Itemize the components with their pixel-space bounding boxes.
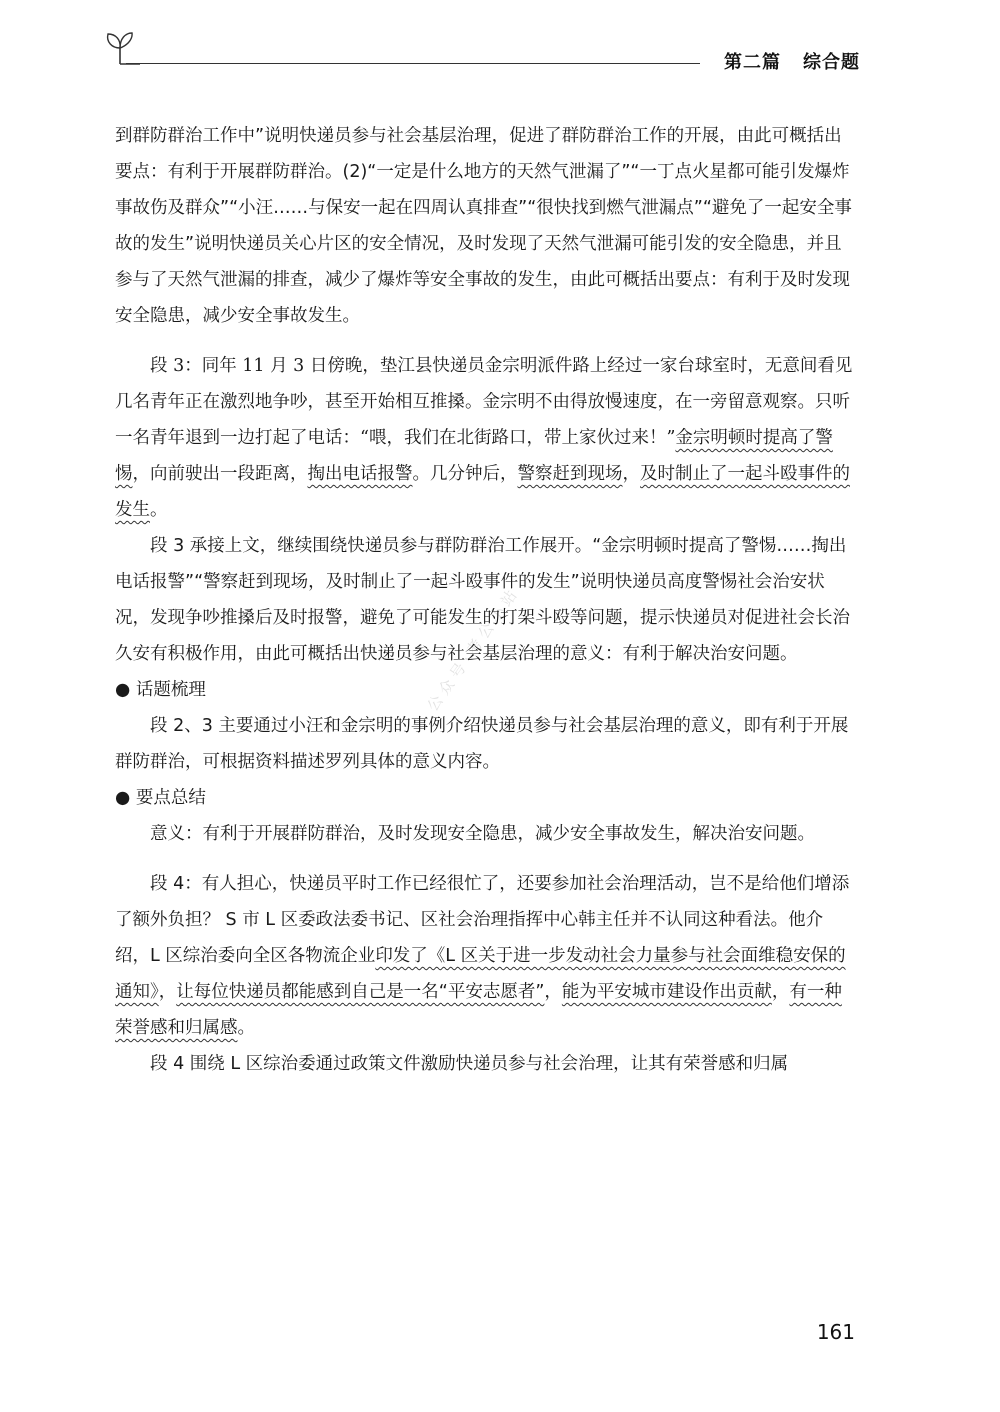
p6-text-d: ， [771, 982, 790, 1002]
p6-text-e: 。 [237, 1018, 255, 1038]
header-section: 综合题 [803, 52, 860, 73]
bullet-summary: ● 要点总结 [115, 788, 206, 808]
paragraph-6 [115, 866, 855, 1046]
p2-text-c: 。几分钟后， [412, 464, 518, 484]
page-header [100, 30, 860, 80]
paragraph-3: 段 3 承接上文，继续围绕快递员参与群防群治工作展开。“金宗明顿时提高了警惕……掏出电话报警”“警察赶到现场，及时制止了一起斗殴事件的发生”说明快递员高度警惕社会治安状况，发现争吵推搡后及时报警，避免了可能发生的打架斗殴等问题，提示快递员对促进社会长治久安有积极作用，由此可概括出快递员参与社会基层治理的意义：有利于解决治安问题。 [115, 536, 850, 664]
p6-underline-1: 印发了《L 区关于进一步发动社会力量参与社会面维稳安保的通知》 [115, 946, 846, 1002]
page-number: 161 [816, 1320, 855, 1344]
p2-underline-3: 警察赶到现场 [517, 464, 623, 484]
p2-underline-2: 掏出电话报警 [307, 464, 413, 484]
header-rule [126, 63, 700, 64]
header-part: 第二篇 [724, 52, 781, 73]
main-content [115, 118, 855, 1082]
sprout-icon [100, 30, 140, 66]
p2-underline-4: 及时制止了一起斗殴事件的发生 [115, 464, 850, 520]
p6-text-c: ， [544, 982, 562, 1002]
header-title [724, 48, 860, 74]
paragraph-4: 段 2、3 主要通过小汪和金宗明的事例介绍快递员参与社会基层治理的意义，即有利于开展群防群治，可根据资料描述罗列具体的意义内容。 [115, 716, 849, 772]
p6-underline-2: 让每位快递员都能感到自己是一名“平安志愿者” [176, 982, 545, 1002]
p6-text-a: 段 4：有人担心，快递员平时工作已经很忙了，还要参加社会治理活动，岂不是给他们增添了额外负担？ S 市 L 区委政法委书记、区社会治理指挥中心韩主任并不认同这种看法。他介绍，L 区综治委向全区各物流企业 [115, 874, 850, 966]
p2-text-d: ， [622, 464, 640, 484]
p6-text-b: ， [158, 982, 177, 1002]
p2-text-b: ，向前驶出一段距离， [132, 464, 308, 484]
paragraph-1: 到群防群治工作中”说明快递员参与社会基层治理，促进了群防群治工作的开展，由此可概括出要点：有利于开展群防群治。(2)“一定是什么地方的天然气泄漏了”“一丁点火星都可能引发爆炸事故伤及群众”“小汪……与保安一起在四周认真排查”“很快找到燃气泄漏点”“避免了一起安全事故的发生”说明快递员关心片区的安全情况，及时发现了天然气泄漏可能引发的安全隐患，并且参与了天然气泄漏的排查，减少了爆炸等安全事故的发生，由此可概括出要点：有利于及时发现安全隐患，减少安全事故发生。 [115, 126, 852, 326]
paragraph-7: 段 4 围绕 L 区综治委通过政策文件激励快递员参与社会治理，让其有荣誉感和归属 [150, 1054, 789, 1074]
p6-underline-4: 有一种荣誉感和归属感 [115, 982, 842, 1038]
paragraph-2 [115, 348, 855, 528]
p2-text-a: 段 3：同年 11 月 3 日傍晚，垫江县快递员金宗明派件路上经过一家台球室时，无意间看见几名青年正在激烈地争吵，甚至开始相互推搡。金宗明不由得放慢速度，在一旁留意观察。只听一名青年退到一边打起了电话：“喂，我们在北街路口，带上家伙过来！” [115, 356, 853, 448]
p2-underline-1: 金宗明顿时提高了警惕 [115, 428, 833, 484]
p2-text-e: 。 [150, 500, 168, 520]
paragraph-5: 意义：有利于开展群防群治，及时发现安全隐患，减少安全事故发生，解决治安问题。 [150, 824, 815, 844]
bullet-topic: ● 话题梳理 [115, 680, 206, 700]
watermark: 公 众 号 · 考 公 小 站 [423, 586, 521, 715]
p6-underline-3: 能为平安城市建设作出贡献 [561, 982, 772, 1002]
